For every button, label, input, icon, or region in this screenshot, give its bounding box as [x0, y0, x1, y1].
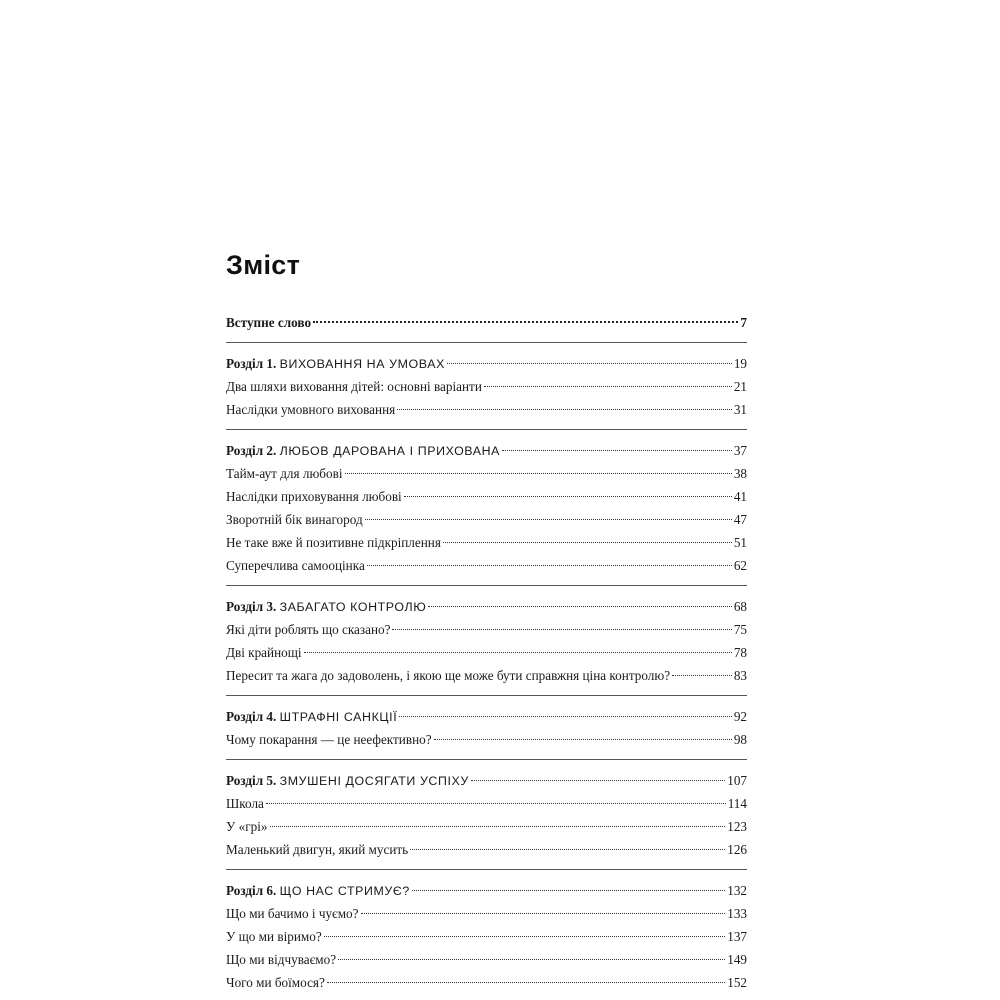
- toc-chapter-page: 132: [727, 883, 747, 898]
- toc-item-title: Не таке вже й позитивне підкріплення: [226, 535, 441, 550]
- section-divider: [226, 429, 747, 430]
- toc-item-title: Суперечлива самооцінка: [226, 558, 365, 573]
- toc-item-row: [226, 728, 747, 751]
- toc-item-row: [226, 508, 747, 531]
- toc-item-row: [226, 925, 747, 948]
- toc-item-page: 51: [733, 535, 747, 550]
- toc-item-row: [226, 485, 747, 508]
- section-divider: [226, 695, 747, 696]
- dot-leader: [304, 652, 732, 653]
- toc-item-page: 137: [727, 929, 747, 944]
- toc-chapter-row: [226, 352, 747, 375]
- toc-item-page: 149: [727, 952, 747, 967]
- chapter-name: ЗМУШЕНІ ДОСЯГАТИ УСПІХУ: [279, 774, 469, 788]
- toc-chapter-title: [226, 769, 469, 793]
- table-of-contents: [226, 311, 747, 994]
- dot-leader: [471, 780, 725, 781]
- dot-leader: [434, 739, 732, 740]
- chapter-label: Розділ 1.: [226, 356, 277, 371]
- toc-item-title: Чому покарання — це неефективно?: [226, 732, 432, 747]
- chapter-label: Розділ 2.: [226, 443, 277, 458]
- dot-leader: [324, 936, 726, 937]
- dot-leader: [502, 450, 732, 451]
- dot-leader: [399, 716, 732, 717]
- toc-item-page: 21: [733, 379, 747, 394]
- dot-leader: [397, 409, 732, 410]
- toc-chapter-row: [226, 595, 747, 618]
- toc-item-page: 152: [727, 975, 747, 990]
- toc-chapter-title: [226, 439, 500, 463]
- toc-item-page: 75: [733, 622, 747, 637]
- toc-section-4: [226, 705, 747, 751]
- toc-section-3: [226, 595, 747, 687]
- dot-leader: [484, 386, 732, 387]
- dot-leader: [345, 473, 732, 474]
- toc-chapter-page: 92: [733, 709, 747, 724]
- toc-item-title: Що ми відчуваємо?: [226, 952, 337, 967]
- dot-leader: [428, 606, 731, 607]
- toc-item-page: 114: [727, 796, 747, 811]
- toc-item-page: 41: [733, 489, 747, 504]
- toc-item-title: Маленький двигун, який мусить: [226, 842, 409, 857]
- section-divider: [226, 759, 747, 760]
- toc-chapter-title: [226, 879, 410, 903]
- toc-item-page: 83: [733, 668, 747, 683]
- toc-chapter-title: [226, 705, 397, 729]
- dot-leader: [327, 982, 725, 983]
- toc-chapter-row: [226, 439, 747, 462]
- toc-section-5: [226, 769, 747, 861]
- toc-chapter-row: [226, 705, 747, 728]
- dot-leader: [447, 363, 732, 364]
- dot-leader: [443, 542, 732, 543]
- toc-item-page: 78: [733, 645, 747, 660]
- toc-chapter-page: 68: [733, 599, 747, 614]
- toc-item-page: 98: [733, 732, 747, 747]
- toc-item-title: Тайм-аут для любові: [226, 466, 343, 481]
- section-divider: [226, 869, 747, 870]
- section-divider: [226, 585, 747, 586]
- toc-intro-row: [226, 311, 747, 334]
- toc-item-row: [226, 554, 747, 577]
- chapter-name: ЗАБАГАТО КОНТРОЛЮ: [279, 600, 427, 614]
- toc-item-title: Два шляхи виховання дітей: основні варіанти: [226, 379, 482, 394]
- toc-section-6: [226, 879, 747, 994]
- toc-chapter-page: 37: [733, 443, 747, 458]
- chapter-name: ШТРАФНІ САНКЦІЇ: [279, 710, 398, 724]
- toc-item-row: [226, 664, 747, 687]
- toc-item-title: Які діти роблять що сказано?: [226, 622, 391, 637]
- toc-item-title: Пересит та жага до задоволень, і якою ще може бути справжня ціна контролю?: [226, 668, 671, 683]
- toc-item-title: У «грі»: [226, 819, 268, 834]
- toc-chapter-title: [226, 595, 426, 619]
- dot-leader: [270, 826, 726, 827]
- toc-item-row: [226, 838, 747, 861]
- chapter-name: ЩО НАС СТРИМУЄ?: [279, 884, 410, 898]
- toc-chapter-row: [226, 879, 747, 902]
- dot-leader: [404, 496, 732, 497]
- toc-item-title: Наслідки умовного виховання: [226, 402, 396, 417]
- toc-heading: Зміст: [226, 250, 301, 280]
- toc-item-row: [226, 618, 747, 641]
- toc-item-title: Чого ми боїмося?: [226, 975, 325, 990]
- toc-chapter-page: 19: [733, 356, 747, 371]
- toc-item-title: Дві крайнощі: [226, 645, 302, 660]
- dot-leader: [266, 803, 726, 804]
- toc-item-page: 123: [727, 819, 747, 834]
- dot-leader: [361, 913, 726, 914]
- toc-item-page: 126: [727, 842, 747, 857]
- dot-leader: [410, 849, 725, 850]
- chapter-name: ЛЮБОВ ДАРОВАНА І ПРИХОВАНА: [279, 444, 501, 458]
- toc-item-page: 31: [733, 402, 747, 417]
- toc-item-page: 62: [733, 558, 747, 573]
- section-divider: [226, 342, 747, 343]
- chapter-label: Розділ 4.: [226, 709, 277, 724]
- toc-item-row: [226, 398, 747, 421]
- toc-item-row: [226, 641, 747, 664]
- dot-leader: [672, 675, 732, 676]
- toc-item-row: [226, 815, 747, 838]
- toc-chapter-page: 107: [727, 773, 747, 788]
- dot-leader: [338, 959, 725, 960]
- toc-item-title: У що ми віримо?: [226, 929, 322, 944]
- toc-item-page: 38: [733, 466, 747, 481]
- toc-intro-group: [226, 311, 747, 334]
- toc-item-title: Зворотній бік винагород: [226, 512, 363, 527]
- dot-leader: [412, 890, 725, 891]
- toc-item-row: [226, 902, 747, 925]
- dot-leader: [313, 321, 738, 323]
- toc-item-row: [226, 948, 747, 971]
- chapter-label: Розділ 5.: [226, 773, 277, 788]
- chapter-name: ВИХОВАННЯ НА УМОВАХ: [279, 357, 445, 371]
- toc-item-row: [226, 792, 747, 815]
- dot-leader: [367, 565, 732, 566]
- toc-item-row: [226, 531, 747, 554]
- toc-item-page: 47: [733, 512, 747, 527]
- chapter-label: Розділ 6.: [226, 883, 277, 898]
- toc-chapter-title: [226, 352, 445, 376]
- toc-intro-title: Вступне слово: [226, 315, 312, 330]
- dot-leader: [392, 629, 731, 630]
- toc-section-1: [226, 352, 747, 421]
- toc-chapter-row: [226, 769, 747, 792]
- toc-item-row: [226, 375, 747, 398]
- toc-item-title: Що ми бачимо і чуємо?: [226, 906, 359, 921]
- toc-intro-page: 7: [740, 315, 747, 330]
- toc-item-title: Школа: [226, 796, 264, 811]
- chapter-label: Розділ 3.: [226, 599, 277, 614]
- toc-item-row: [226, 462, 747, 485]
- toc-item-title: Наслідки приховування любові: [226, 489, 402, 504]
- toc-item-row: [226, 971, 747, 994]
- dot-leader: [365, 519, 732, 520]
- toc-section-2: [226, 439, 747, 577]
- toc-item-page: 133: [727, 906, 747, 921]
